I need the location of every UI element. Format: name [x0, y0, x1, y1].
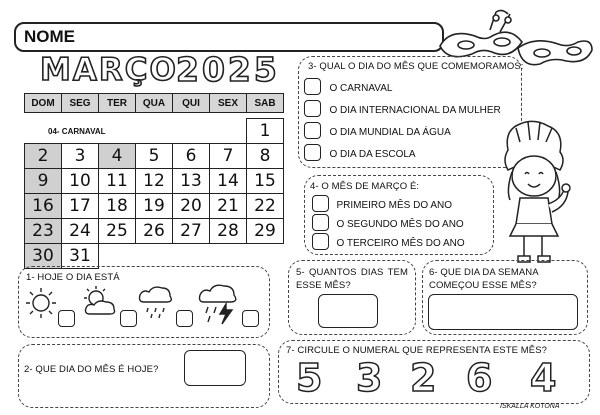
calendar-day: 7 — [210, 144, 247, 169]
weekday-label: DOM — [25, 94, 62, 113]
q3-option[interactable] — [304, 78, 393, 100]
question-1-text: 1- HOJE O DIA ESTÁ — [26, 272, 120, 283]
calendar-week — [25, 244, 284, 269]
checkbox[interactable] — [304, 100, 321, 117]
calendar-day: 19 — [136, 194, 173, 219]
sun-checkbox[interactable] — [58, 310, 75, 327]
calendar-day: 10 — [62, 169, 99, 194]
q4-option[interactable] — [312, 233, 465, 255]
weekday-label: SEG — [62, 94, 99, 113]
calendar-day: 4 — [99, 144, 136, 169]
calendar-day: 17 — [62, 194, 99, 219]
rain-cloud-checkbox[interactable] — [176, 310, 193, 327]
weekday-label: TER — [99, 94, 136, 113]
calendar-day: 16 — [25, 194, 62, 219]
carnival-girl-illustration — [494, 120, 576, 268]
calendar-day: 1 — [247, 119, 284, 144]
calendar-day: 15 — [247, 169, 284, 194]
question-4-text: 4- O MÊS DE MARÇO É: — [310, 181, 420, 192]
month-title: MARÇO — [40, 52, 178, 88]
weekday-answer-box[interactable] — [428, 294, 578, 330]
calendar-day: 29 — [247, 219, 284, 244]
calendar-day: 13 — [173, 169, 210, 194]
question-7-text: 7- CIRCULE O NUMERAL QUE REPRESENTA ESTE MÊS? — [286, 345, 548, 356]
checkbox[interactable] — [304, 144, 321, 161]
q4-option-label: O SEGUNDO MÊS DO ANO — [336, 219, 464, 230]
storm-cloud-checkbox[interactable] — [242, 310, 259, 327]
calendar-day: 11 — [99, 169, 136, 194]
weekday-header-row — [25, 94, 284, 113]
question-6-text: 6- QUE DIA DA SEMANA COMEÇOU ESSE MÊS? — [429, 267, 539, 291]
numeral-option[interactable]: 3 — [356, 356, 383, 400]
calendar-day: 14 — [210, 169, 247, 194]
rain-cloud-icon — [136, 282, 176, 322]
numeral-option[interactable]: 4 — [530, 356, 557, 400]
calendar-day: 9 — [25, 169, 62, 194]
calendar-day — [62, 119, 99, 144]
sun-cloud-checkbox[interactable] — [120, 310, 137, 327]
calendar-day: 24 — [62, 219, 99, 244]
question-2-text: 2- QUE DIA DO MÊS É HOJE? — [24, 364, 159, 375]
checkbox[interactable] — [312, 233, 329, 250]
q3-option-label: O CARNAVAL — [329, 83, 393, 94]
calendar-day — [210, 244, 247, 269]
today-date-answer-box[interactable] — [184, 350, 246, 386]
sun-icon — [24, 286, 58, 320]
sun-cloud-icon — [80, 284, 120, 318]
q3-option[interactable] — [304, 100, 501, 122]
weekday-label: SAB — [247, 94, 284, 113]
numeral-option[interactable]: 5 — [296, 356, 323, 400]
q3-option-label: O DIA MUNDIAL DA ÁGUA — [329, 127, 451, 138]
calendar-day — [136, 119, 173, 144]
year-title: 2025 — [176, 50, 280, 89]
calendar-day: 23 — [25, 219, 62, 244]
calendar-day: 18 — [99, 194, 136, 219]
calendar-day: 26 — [136, 219, 173, 244]
weekday-label: SEX — [210, 94, 247, 113]
calendar-day: 8 — [247, 144, 284, 169]
calendar-day: 6 — [173, 144, 210, 169]
calendar-day: 12 — [136, 169, 173, 194]
calendar-day — [136, 244, 173, 269]
name-label: NOME — [24, 27, 75, 46]
q3-option[interactable] — [304, 144, 416, 166]
calendar-day: 25 — [99, 219, 136, 244]
calendar-day — [173, 119, 210, 144]
calendar-grid — [24, 118, 284, 269]
author-credit: ISKALLA KOTONA — [500, 403, 560, 410]
question-3-text: 3- QUAL O DIA DO MÊS QUE COMEMORAMOS: — [308, 61, 524, 72]
q3-option-label: O DIA DA ESCOLA — [329, 149, 416, 160]
calendar-week — [25, 194, 284, 219]
days-count-answer-box[interactable] — [318, 294, 378, 328]
calendar-day — [247, 244, 284, 269]
checkbox[interactable] — [312, 195, 329, 212]
calendar-day — [173, 244, 210, 269]
calendar — [24, 93, 284, 113]
checkbox[interactable] — [304, 122, 321, 139]
q4-option-label: O TERCEIRO MÊS DO ANO — [336, 238, 465, 249]
calendar-day — [210, 119, 247, 144]
calendar-week — [25, 219, 284, 244]
calendar-day: 28 — [210, 219, 247, 244]
checkbox[interactable] — [304, 78, 321, 95]
calendar-week — [25, 169, 284, 194]
q3-option[interactable] — [304, 122, 451, 144]
calendar-day — [25, 119, 62, 144]
calendar-day: 3 — [62, 144, 99, 169]
calendar-week — [25, 144, 284, 169]
weekday-label: QUA — [136, 94, 173, 113]
calendar-day: 31 — [62, 244, 99, 269]
calendar-day: 27 — [173, 219, 210, 244]
calendar-week — [25, 119, 284, 144]
calendar-day: 30 — [25, 244, 62, 269]
calendar-day: 22 — [247, 194, 284, 219]
checkbox[interactable] — [312, 214, 329, 231]
question-5-text: 5- QUANTOS DIAS TEM ESSE MÊS? — [296, 267, 408, 291]
calendar-day: 5 — [136, 144, 173, 169]
calendar-day: 20 — [173, 194, 210, 219]
numeral-option[interactable]: 6 — [466, 356, 493, 400]
weekday-label: QUI — [173, 94, 210, 113]
calendar-day: 21 — [210, 194, 247, 219]
q3-option-label: O DIA INTERNACIONAL DA MULHER — [329, 105, 501, 116]
q4-option-label: PRIMEIRO MÊS DO ANO — [336, 200, 453, 211]
storm-cloud-icon — [196, 280, 242, 326]
calendar-day: 2 — [25, 144, 62, 169]
numeral-option[interactable]: 2 — [410, 356, 437, 400]
name-bar[interactable] — [14, 22, 444, 52]
calendar-note: 04- CARNAVAL — [48, 127, 106, 136]
calendar-day — [99, 244, 136, 269]
calendar-day — [99, 119, 136, 144]
